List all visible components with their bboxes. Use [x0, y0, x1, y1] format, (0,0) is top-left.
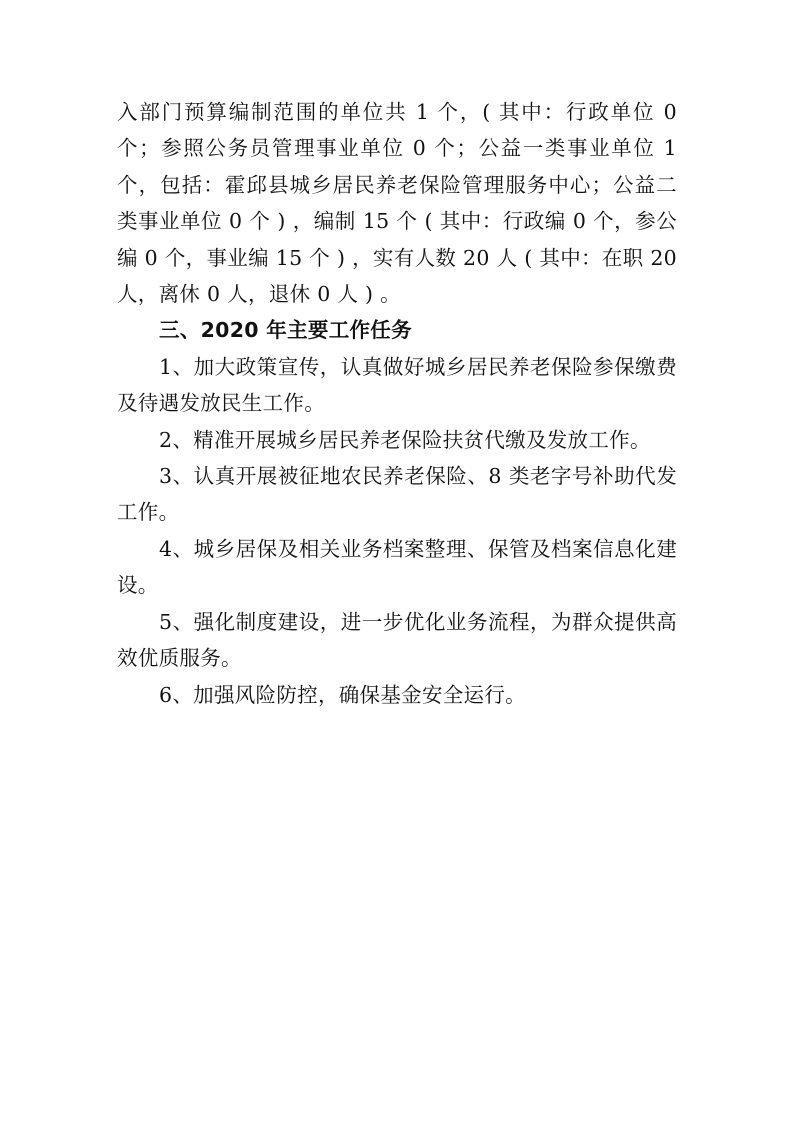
task-item-2: 2、精准开展城乡居民养老保险扶贫代缴及发放工作。	[159, 427, 651, 452]
task-item-3: 3、认真开展被征地农民养老保险、8 类老字号补助代发工作。	[117, 464, 677, 525]
section-heading: 三、2020 年主要工作任务	[159, 318, 412, 343]
task-item-5: 5、强化制度建设，进一步优化业务流程，为群众提供高效优质服务。	[117, 609, 677, 671]
task-item-6: 6、加强风险防控，确保基金安全运行。	[159, 682, 526, 707]
task-item-1: 1、加大政策宣传，认真做好城乡居民养老保险参保缴费及待遇发放民生工作。	[117, 354, 677, 416]
intro-paragraph: 入部门预算编制范围的单位共 1 个，( 其中：行政单位 0 个；参照公务员管理事业单位 0 个；公益一类事业单位 1 个，包括：霍邱县城乡居民养老保险管理服务中心；公益二类事业单位 0 个 ) ，编制 15 个 ( 其中：行政编 0 个，参公编 0 个，事业编 15 个 ) ，实有人数 20 人 ( 其中：在职 20 人，离休 0 人，退休 0 人 ) 。	[117, 100, 677, 307]
task-item-4: 4、城乡居保及相关业务档案整理、保管及档案信息化建设。	[117, 536, 677, 598]
document-page	[117, 94, 677, 713]
